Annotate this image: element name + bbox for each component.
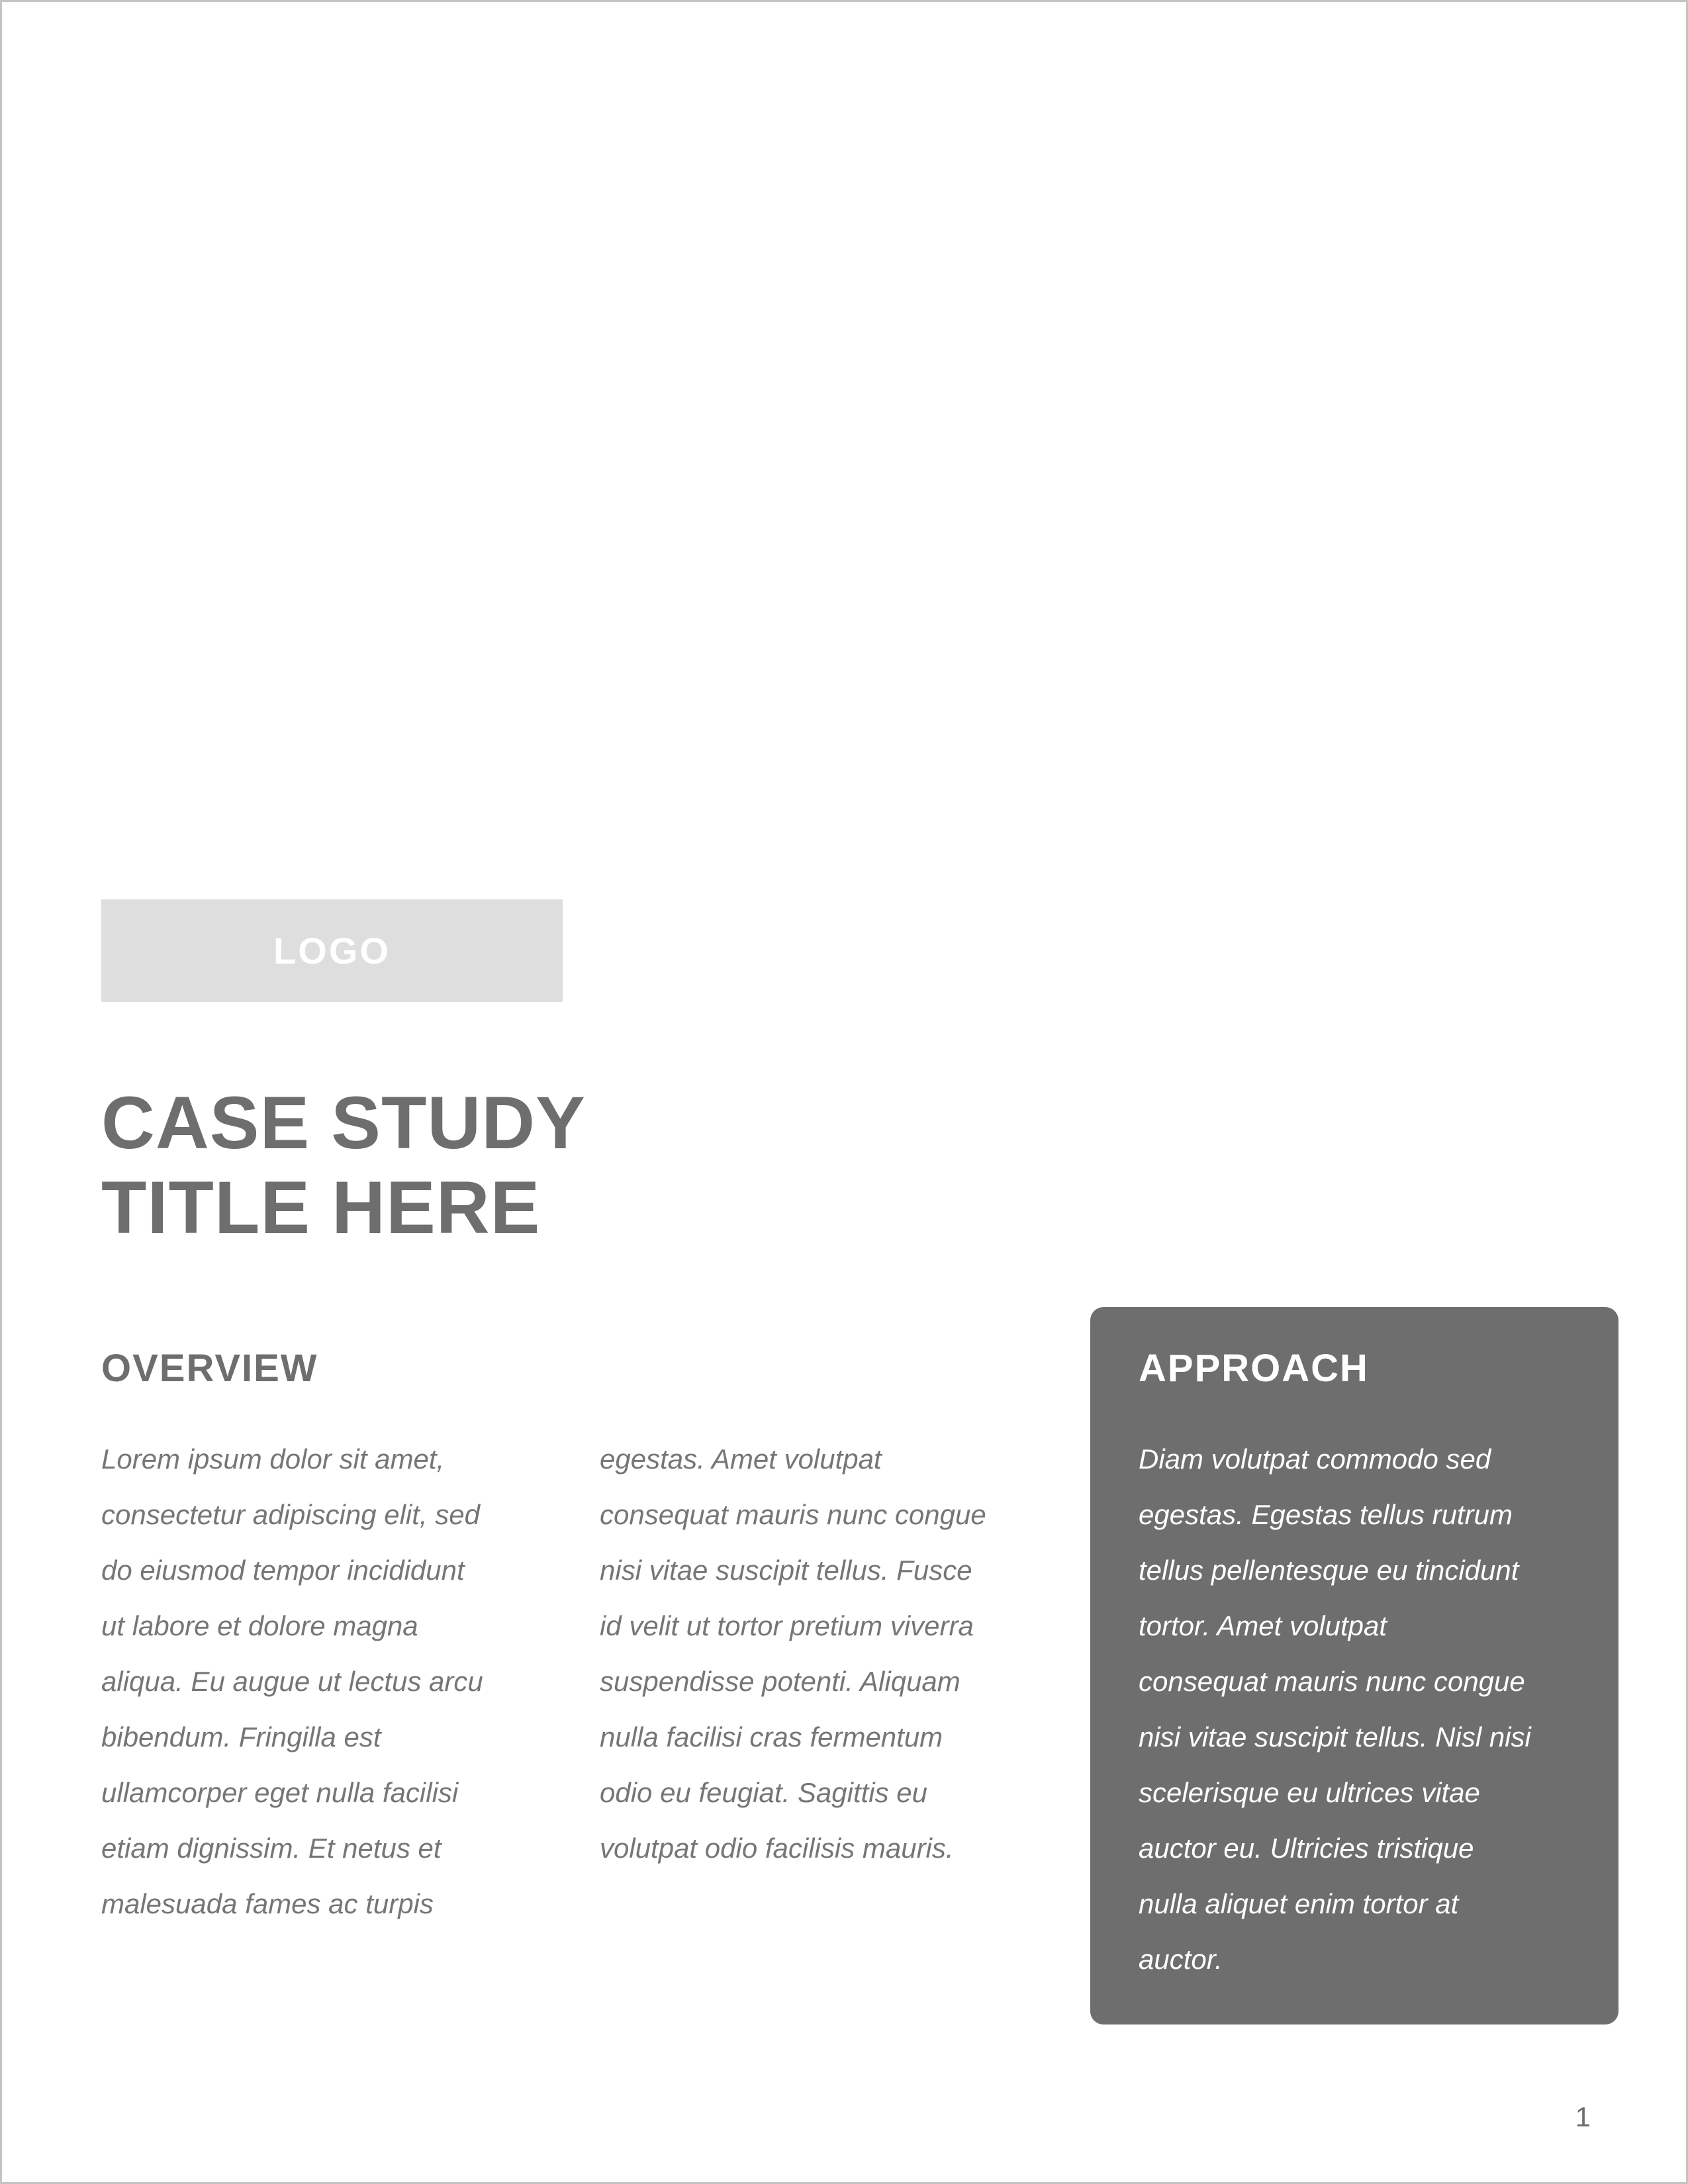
overview-col1-line: ullamcorper eget nulla facilisi xyxy=(101,1777,459,1808)
approach-line: scelerisque eu ultrices vitae xyxy=(1139,1777,1480,1808)
approach-line: Diam volutpat commodo sed xyxy=(1139,1443,1491,1475)
overview-col2-line: odio eu feugiat. Sagittis eu xyxy=(600,1777,928,1808)
overview-col1-line: aliqua. Eu augue ut lectus arcu xyxy=(101,1666,483,1697)
title-line-2: TITLE HERE xyxy=(101,1166,541,1249)
overview-heading: OVERVIEW xyxy=(101,1347,318,1390)
overview-col1-line: malesuada fames ac turpis xyxy=(101,1888,434,1919)
case-study-title xyxy=(101,1081,586,1250)
overview-col1-line: ut labore et dolore magna xyxy=(101,1610,418,1641)
approach-line: consequat mauris nunc congue xyxy=(1139,1666,1525,1697)
approach-heading: APPROACH xyxy=(1139,1347,1369,1390)
approach-text xyxy=(1139,1432,1531,1987)
approach-line: tortor. Amet volutpat xyxy=(1139,1610,1387,1641)
overview-col1-line: do eiusmod tempor incididunt xyxy=(101,1555,465,1586)
approach-line: auctor. xyxy=(1139,1944,1223,1975)
overview-col2-line: nisi vitae suscipit tellus. Fusce xyxy=(600,1555,972,1586)
overview-column-1 xyxy=(101,1432,483,1932)
logo-text: LOGO xyxy=(273,930,391,972)
overview-col1-line: etiam dignissim. Et netus et xyxy=(101,1833,442,1864)
page-number: 1 xyxy=(1575,2101,1591,2132)
overview-col1-line: Lorem ipsum dolor sit amet, xyxy=(101,1443,445,1475)
overview-col2-line: nulla facilisi cras fermentum xyxy=(600,1721,943,1752)
overview-col1-line: bibendum. Fringilla est xyxy=(101,1721,381,1752)
approach-line: nisi vitae suscipit tellus. Nisl nisi xyxy=(1139,1721,1531,1752)
overview-col1-line: consectetur adipiscing elit, sed xyxy=(101,1499,480,1530)
overview-col2-line: egestas. Amet volutpat xyxy=(600,1443,882,1475)
overview-column-2 xyxy=(600,1432,986,1876)
overview-col2-line: consequat mauris nunc congue xyxy=(600,1499,986,1530)
approach-line: tellus pellentesque eu tincidunt xyxy=(1139,1555,1519,1586)
approach-line: auctor eu. Ultricies tristique xyxy=(1139,1833,1474,1864)
approach-panel xyxy=(1090,1307,1618,2025)
overview-col2-line: id velit ut tortor pretium viverra xyxy=(600,1610,974,1641)
logo-placeholder xyxy=(101,899,563,1002)
approach-line: nulla aliquet enim tortor at xyxy=(1139,1888,1459,1919)
approach-line: egestas. Egestas tellus rutrum xyxy=(1139,1499,1513,1530)
title-line-1: CASE STUDY xyxy=(101,1081,586,1164)
overview-col2-line: volutpat odio facilisis mauris. xyxy=(600,1833,954,1864)
overview-col2-line: suspendisse potenti. Aliquam xyxy=(600,1666,961,1697)
